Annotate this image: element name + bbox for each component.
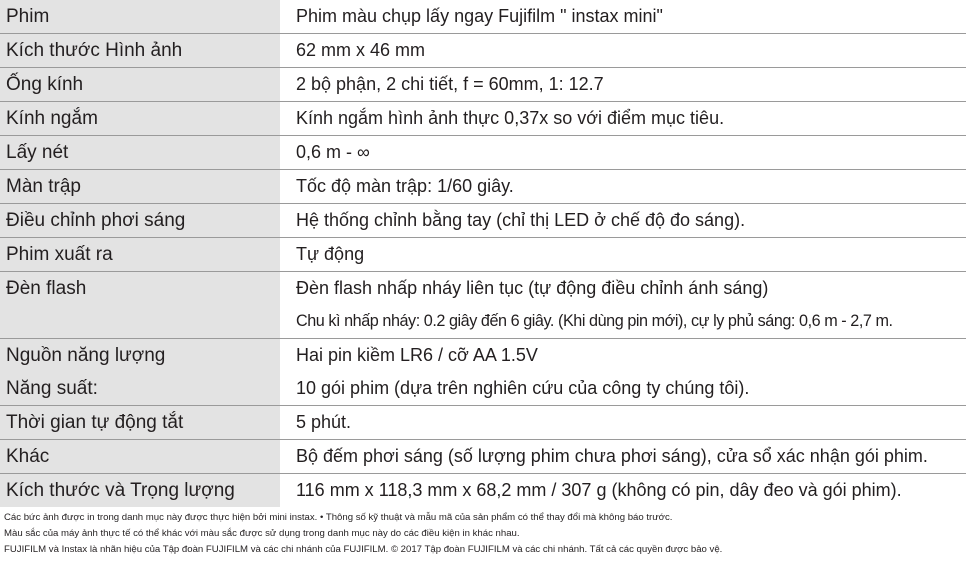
spec-value-text: 116 mm x 118,3 mm x 68,2 mm / 307 g (không có pin, dây đeo và gói phim).	[296, 480, 902, 500]
spec-row	[0, 204, 966, 238]
spec-label	[0, 204, 280, 238]
spec-label	[0, 68, 280, 102]
spec-value	[280, 170, 966, 204]
spec-value-text: Hai pin kiềm LR6 / cỡ AA 1.5V	[296, 345, 538, 365]
spec-value	[280, 238, 966, 272]
spec-label-text: Kích thước Hình ảnh	[6, 40, 183, 61]
spec-row	[0, 406, 966, 440]
spec-row	[0, 102, 966, 136]
footnote-line: Các bức ảnh được in trong danh mục này được thực hiện bởi mini instax. • Thông số kỹ thuật và mẫu mã của sản phẩm có thể thay đổi mà không báo trước.	[4, 512, 673, 523]
spec-label	[0, 474, 280, 508]
spec-value	[280, 102, 966, 136]
spec-label-text: Ống kính	[6, 74, 84, 95]
spec-row	[0, 339, 966, 406]
spec-label	[0, 102, 280, 136]
spec-value-text: Tự động	[296, 244, 365, 264]
spec-value-text: Bộ đếm phơi sáng (số lượng phim chưa phơi sáng), cửa sổ xác nhận gói phim.	[296, 446, 928, 466]
spec-value-text: Chu kì nhấp nháy: 0.2 giây đến 6 giây. (Khi dùng pin mới), cự ly phủ sáng: 0,6 m - 2,7 m.	[296, 312, 893, 330]
spec-row	[0, 474, 966, 508]
spec-value-text: Tốc độ màn trập: 1/60 giây.	[296, 176, 514, 196]
spec-label-text: Lấy nét	[6, 142, 69, 163]
spec-label-text: Năng suất:	[6, 378, 98, 399]
spec-value	[280, 440, 966, 474]
spec-row	[0, 170, 966, 204]
spec-label	[0, 339, 280, 406]
spec-value-text: 0,6 m - ∞	[296, 142, 370, 162]
spec-value	[280, 68, 966, 102]
spec-row	[0, 34, 966, 68]
spec-label-text: Nguồn năng lượng	[6, 345, 166, 366]
spec-value	[280, 0, 966, 34]
spec-value	[280, 339, 966, 406]
spec-row	[0, 440, 966, 474]
spec-label-text: Thời gian tự động tắt	[6, 412, 184, 433]
spec-value	[280, 406, 966, 440]
spec-row	[0, 136, 966, 170]
spec-label	[0, 440, 280, 474]
footnote-line: FUJIFILM và Instax là nhãn hiệu của Tập đoàn FUJIFILM và các chi nhánh của FUJIFILM. © 2017 Tập đoàn FUJIFILM và các chi nhánh. Tất cả các quyền được bảo vệ.	[4, 544, 723, 555]
spec-value-text: Hệ thống chỉnh bằng tay (chỉ thị LED ở chế độ đo sáng).	[296, 210, 746, 230]
spec-label-text: Phim xuất ra	[6, 244, 113, 265]
spec-value	[280, 474, 966, 508]
spec-row	[0, 238, 966, 272]
spec-value	[280, 272, 966, 339]
spec-label	[0, 238, 280, 272]
spec-label	[0, 136, 280, 170]
spec-value-text: 2 bộ phận, 2 chi tiết, f = 60mm, 1: 12.7	[296, 74, 604, 94]
spec-value	[280, 34, 966, 68]
spec-label	[0, 34, 280, 68]
spec-label-text: Kính ngắm	[6, 108, 98, 129]
spec-value	[280, 136, 966, 170]
spec-label-text: Kích thước và Trọng lượng	[6, 480, 235, 501]
spec-label-text: Màn trập	[6, 176, 81, 197]
spec-label-text: Khác	[6, 446, 50, 467]
spec-label-text: Phim	[6, 6, 50, 27]
spec-value-text: Đèn flash nhấp nháy liên tục (tự động điều chỉnh ánh sáng)	[296, 278, 769, 298]
spec-label	[0, 0, 280, 34]
spec-value	[280, 204, 966, 238]
spec-value-text: 5 phút.	[296, 412, 352, 432]
spec-row	[0, 0, 966, 34]
spec-value-text: Phim màu chụp lấy ngay Fujifilm " instax mini"	[296, 6, 663, 26]
spec-label	[0, 406, 280, 440]
footnotes	[4, 510, 722, 558]
spec-label-text: Điều chỉnh phơi sáng	[6, 210, 186, 231]
spec-label	[0, 170, 280, 204]
spec-label	[0, 272, 280, 339]
spec-value-text: 10 gói phim (dựa trên nghiên cứu của công ty chúng tôi).	[296, 378, 750, 398]
spec-row	[0, 68, 966, 102]
spec-row	[0, 272, 966, 339]
spec-value-text: Kính ngắm hình ảnh thực 0,37x so với điểm mục tiêu.	[296, 108, 725, 128]
spec-label-text: Đèn flash	[6, 278, 87, 299]
footnote-line: Màu sắc của máy ảnh thực tế có thể khác với màu sắc được sử dụng trong danh mục này do các điều kiện in khác nhau.	[4, 528, 520, 539]
spec-value-text: 62 mm x 46 mm	[296, 40, 426, 60]
